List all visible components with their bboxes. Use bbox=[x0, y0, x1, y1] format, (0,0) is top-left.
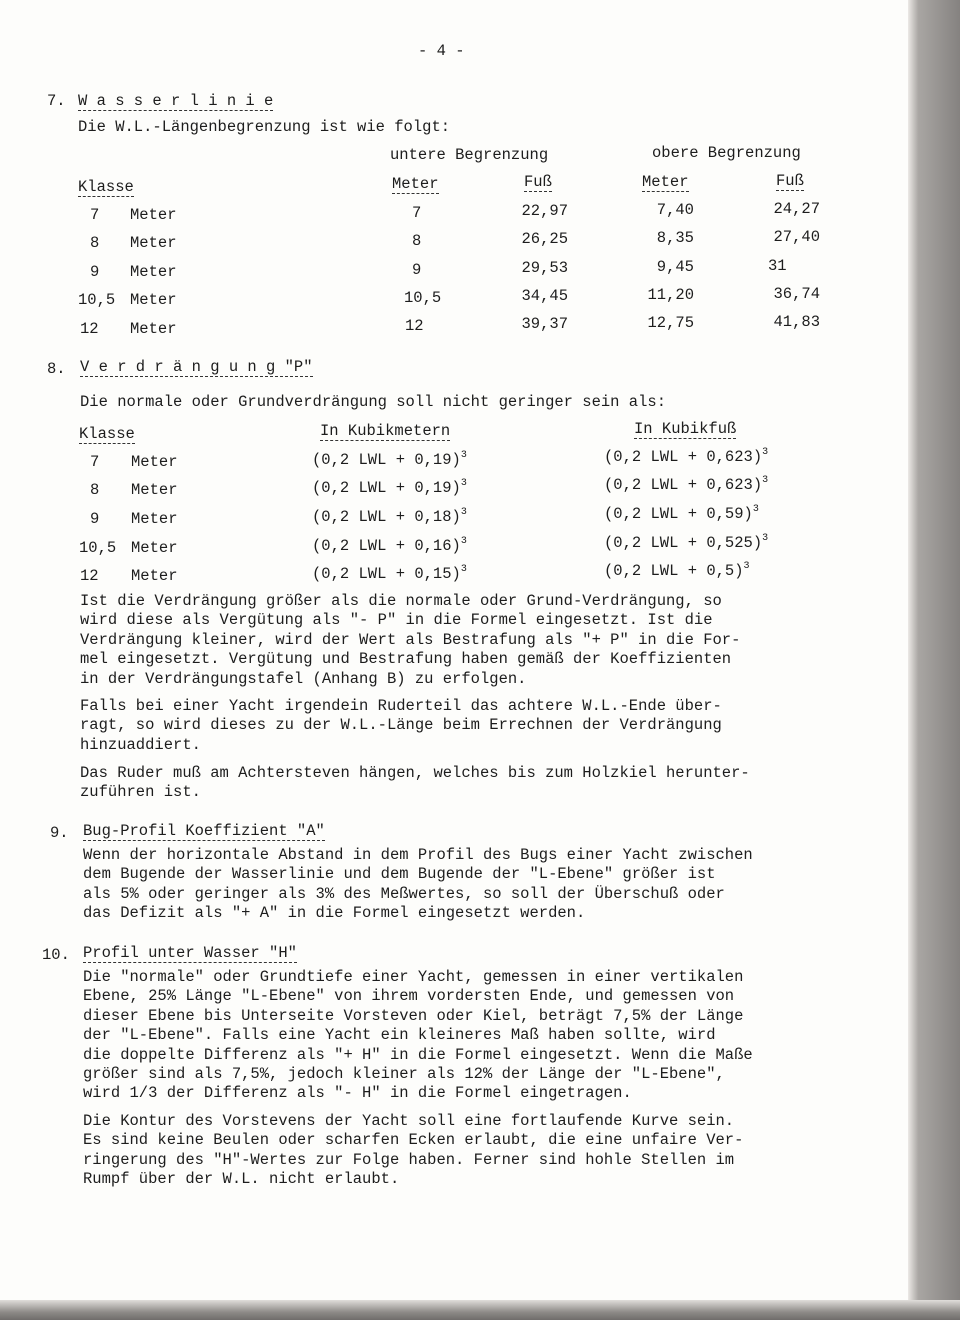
class-unit: Meter bbox=[131, 567, 178, 585]
formula-cubic-meters: (0,2 LWL + 0,15)$^3$ bbox=[312, 564, 467, 583]
col-lower-fuss-header: Fuß bbox=[524, 173, 552, 191]
lower-limit-heading: untere Begrenzung bbox=[390, 146, 549, 164]
class-number: 9 bbox=[90, 263, 100, 281]
lower-fuss: 29,53 bbox=[521, 259, 568, 277]
class-unit: Meter bbox=[130, 320, 177, 338]
col-klasse-header: Klasse bbox=[78, 178, 134, 196]
section-10-title: Profil unter Wasser "H" bbox=[83, 944, 297, 962]
col-klasse-header: Klasse bbox=[79, 425, 135, 443]
upper-meter: 11,20 bbox=[647, 286, 694, 304]
upper-fuss: 31 bbox=[768, 257, 787, 275]
section-8-number: 8. bbox=[47, 360, 66, 378]
col-upper-fuss-header: Fuß bbox=[776, 172, 804, 190]
class-unit: Meter bbox=[130, 291, 177, 309]
class-number: 12 bbox=[80, 320, 99, 338]
section-8-intro: Die normale oder Grundverdrängung soll nicht geringer sein als: bbox=[80, 393, 666, 411]
lower-meter: 12 bbox=[405, 317, 424, 335]
col-cubic-feet-header: In Kubikfuß bbox=[634, 420, 737, 438]
section-8-title: V e r d r ä n g u n g "P" bbox=[80, 358, 313, 376]
upper-fuss: 24,27 bbox=[773, 200, 820, 218]
class-number: 9 bbox=[90, 510, 100, 528]
scan-edge-bottom bbox=[0, 1300, 960, 1320]
section-8-paragraph-3: Das Ruder muß am Achtersteven hängen, welches bis zum Holzkiel herunter- zuführen ist. bbox=[80, 764, 750, 802]
section-8-paragraph-2: Falls bei einer Yacht irgendein Ruderteil das achtere W.L.-Ende über- ragt, so wird dieses zu der W.L.-Länge beim Errechnen der Verdrängung hinzuaddiert. bbox=[80, 697, 722, 754]
section-7-title: W a s s e r l i n i e bbox=[78, 92, 274, 110]
class-number: 10,5 bbox=[79, 539, 117, 557]
formula-cubic-feet: (0,2 LWL + 0,623)$^3$ bbox=[604, 475, 769, 494]
formula-cubic-meters: (0,2 LWL + 0,19)$^3$ bbox=[312, 450, 467, 469]
class-unit: Meter bbox=[130, 234, 177, 252]
lower-meter: 7 bbox=[412, 204, 422, 222]
formula-cubic-meters: (0,2 LWL + 0,16)$^3$ bbox=[312, 536, 467, 555]
upper-fuss: 36,74 bbox=[773, 285, 820, 303]
section-7-intro: Die W.L.-Längenbegrenzung ist wie folgt: bbox=[78, 118, 451, 136]
upper-limit-heading: obere Begrenzung bbox=[652, 144, 801, 162]
section-8-paragraph-1: Ist die Verdrängung größer als die normale oder Grund-Verdrängung, so wird diese als Vergütung als "- P" in die Formel eingesetzt. Ist die Verdrängung kleiner, wird der Wert als Bestrafung als "+ P" in die For- mel eingesetzt. Vergütung und Bestrafung haben gemäß der Koeffizienten in der Verdrängungstafel (Anhang B) zu erfolgen. bbox=[80, 592, 741, 688]
scan-edge-right bbox=[908, 0, 960, 1320]
section-10-number: 10. bbox=[42, 946, 70, 964]
formula-cubic-feet: (0,2 LWL + 0,525)$^3$ bbox=[604, 533, 769, 552]
class-unit: Meter bbox=[131, 510, 178, 528]
class-number: 7 bbox=[90, 206, 100, 224]
upper-meter: 12,75 bbox=[647, 314, 694, 332]
upper-meter: 7,40 bbox=[656, 201, 694, 219]
lower-fuss: 39,37 bbox=[521, 315, 568, 333]
section-10-paragraph-2: Die Kontur des Vorstevens der Yacht soll eine fortlaufende Kurve sein. Es sind keine Beulen oder scharfen Ecken erlaubt, die eine unfaire Ver- ringerung des "H"-Wertes zur Folge haben. Ferner sind hohle Stellen im Rumpf über der W.L. nicht erlaubt. bbox=[83, 1112, 744, 1189]
upper-fuss: 41,83 bbox=[773, 313, 820, 331]
class-unit: Meter bbox=[130, 206, 177, 224]
lower-fuss: 34,45 bbox=[521, 287, 568, 305]
formula-cubic-feet: (0,2 LWL + 0,5)$^3$ bbox=[604, 561, 750, 580]
col-upper-meter-header: Meter bbox=[642, 173, 689, 191]
formula-cubic-meters: (0,2 LWL + 0,19)$^3$ bbox=[312, 478, 467, 497]
lower-fuss: 22,97 bbox=[521, 202, 568, 220]
class-number: 10,5 bbox=[78, 291, 116, 309]
class-unit: Meter bbox=[130, 263, 177, 281]
lower-fuss: 26,25 bbox=[521, 230, 568, 248]
page-number: - 4 - bbox=[418, 42, 465, 60]
upper-meter: 9,45 bbox=[656, 258, 694, 276]
class-number: 12 bbox=[80, 567, 99, 585]
class-unit: Meter bbox=[131, 539, 178, 557]
class-unit: Meter bbox=[131, 453, 178, 471]
class-number: 7 bbox=[90, 453, 100, 471]
formula-cubic-feet: (0,2 LWL + 0,59)$^3$ bbox=[604, 504, 759, 523]
section-10-paragraph-1: Die "normale" oder Grundtiefe einer Yacht, gemessen in einer vertikalen Ebene, 25% Länge "L-Ebene" von ihrem vordersten Ende, und gemessen von dieser Ebene bis Unterseite Vorsteven oder Kiel, beträgt 7,5% der Länge der "L-Ebene". Falls eine Yacht ein kleineres Maß haben sollte, wird die doppelte Differenz als "+ H" in die Formel eingesetzt. Wenn die Maße größer sind als 7,5%, jedoch kleiner als 12% der Länge der "L-Ebene", wird 1/3 der Differenz als "- H" in die Formel eingetragen. bbox=[83, 968, 753, 1103]
upper-meter: 8,35 bbox=[656, 229, 694, 247]
section-9-number: 9. bbox=[50, 824, 69, 842]
formula-cubic-feet: (0,2 LWL + 0,623)$^3$ bbox=[604, 447, 769, 466]
lower-meter: 9 bbox=[412, 261, 422, 279]
col-cubic-meters-header: In Kubikmetern bbox=[320, 422, 451, 440]
section-7-number: 7. bbox=[47, 92, 66, 110]
class-number: 8 bbox=[90, 481, 100, 499]
section-9-title: Bug-Profil Koeffizient "A" bbox=[83, 822, 325, 840]
lower-meter: 8 bbox=[412, 232, 422, 250]
class-unit: Meter bbox=[131, 481, 178, 499]
section-9-paragraph: Wenn der horizontale Abstand in dem Profil des Bugs einer Yacht zwischen dem Bugende der Wasserlinie und dem Bugende der "L-Ebene" größer ist als 5% oder geringer als 3% des Meßwertes, so soll der Überschuß oder das Defizit als "+ A" in die Formel eingesetzt werden. bbox=[83, 846, 753, 923]
upper-fuss: 27,40 bbox=[773, 228, 820, 246]
lower-meter: 10,5 bbox=[404, 289, 442, 307]
formula-cubic-meters: (0,2 LWL + 0,18)$^3$ bbox=[312, 507, 467, 526]
col-lower-meter-header: Meter bbox=[392, 175, 439, 193]
class-number: 8 bbox=[90, 234, 100, 252]
